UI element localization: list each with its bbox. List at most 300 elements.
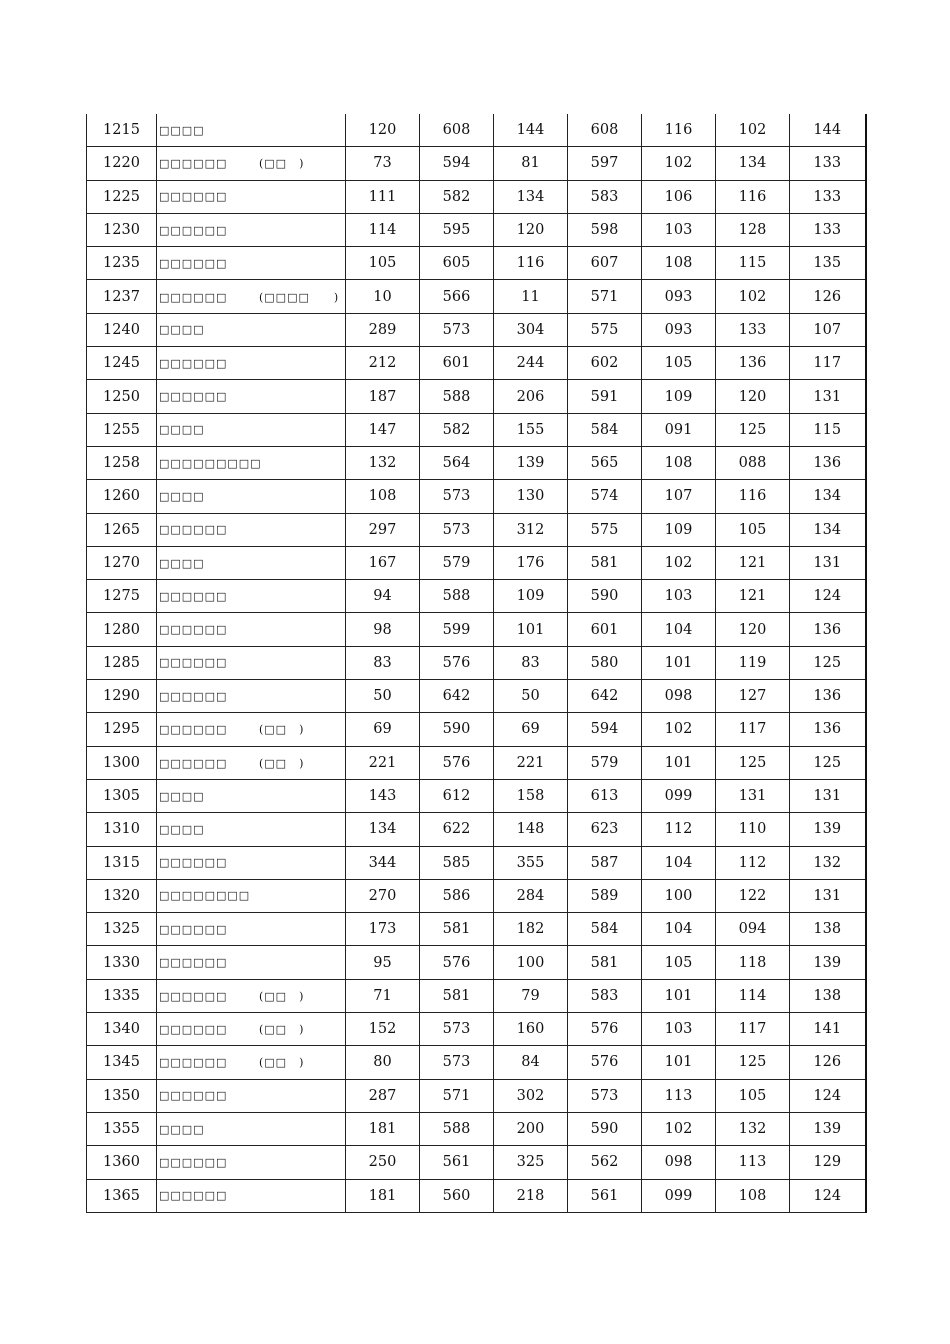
row-value-2: 588 — [420, 1112, 494, 1145]
table-row — [87, 480, 866, 513]
row-value-5: 101 — [642, 979, 716, 1012]
row-value-2: 622 — [420, 813, 494, 846]
row-value-4: 565 — [568, 446, 642, 479]
row-value-3: 144 — [494, 114, 568, 147]
row-value-5: 104 — [642, 846, 716, 879]
row-name: □□□□ — [159, 423, 205, 437]
row-name: □□□□□□ — [159, 1056, 228, 1070]
row-name: □□□□□□ — [159, 523, 228, 537]
row-value-3: 206 — [494, 380, 568, 413]
table-row — [87, 147, 866, 180]
row-name-cell — [157, 546, 346, 579]
row-value-2: 561 — [420, 1146, 494, 1179]
row-value-7: 136 — [790, 613, 866, 646]
row-name-cell — [157, 979, 346, 1012]
table-row — [87, 1146, 866, 1179]
row-name-cell — [157, 879, 346, 912]
row-value-3: 158 — [494, 779, 568, 812]
row-value-3: 160 — [494, 1013, 568, 1046]
row-value-7: 125 — [790, 646, 866, 679]
row-value-7: 126 — [790, 280, 866, 313]
row-value-1: 94 — [346, 580, 420, 613]
row-value-3: 355 — [494, 846, 568, 879]
row-value-2: 564 — [420, 446, 494, 479]
row-value-2: 590 — [420, 713, 494, 746]
row-value-6: 121 — [716, 580, 790, 613]
row-value-6: 132 — [716, 1112, 790, 1145]
row-value-5: 098 — [642, 1146, 716, 1179]
row-note: (□□ ) — [259, 157, 305, 171]
row-name: □□□□□□ — [159, 1189, 228, 1203]
row-name: □□□□□□ — [159, 689, 228, 703]
row-value-3: 182 — [494, 913, 568, 946]
row-value-3: 304 — [494, 313, 568, 346]
row-value-7: 136 — [790, 680, 866, 713]
row-value-1: 120 — [346, 114, 420, 147]
row-value-2: 601 — [420, 347, 494, 380]
row-name: □□□□□□ — [159, 157, 228, 171]
row-name-cell — [157, 480, 346, 513]
row-value-2: 582 — [420, 413, 494, 446]
row-value-2: 585 — [420, 846, 494, 879]
row-value-5: 101 — [642, 646, 716, 679]
row-value-3: 244 — [494, 347, 568, 380]
row-name-cell — [157, 946, 346, 979]
table-row — [87, 879, 866, 912]
row-value-4: 598 — [568, 213, 642, 246]
row-value-5: 093 — [642, 313, 716, 346]
row-value-3: 139 — [494, 446, 568, 479]
row-value-4: 591 — [568, 380, 642, 413]
row-value-5: 107 — [642, 480, 716, 513]
table-row — [87, 779, 866, 812]
row-name: □□□□□□ — [159, 356, 228, 370]
table-row — [87, 680, 866, 713]
row-value-6: 120 — [716, 613, 790, 646]
row-name: □□□□□□ — [159, 1023, 228, 1037]
row-value-6: 125 — [716, 413, 790, 446]
row-value-7: 131 — [790, 879, 866, 912]
row-name-cell — [157, 1013, 346, 1046]
row-code: 1215 — [87, 114, 157, 147]
row-value-3: 134 — [494, 180, 568, 213]
row-value-6: 121 — [716, 546, 790, 579]
row-value-4: 602 — [568, 347, 642, 380]
row-value-6: 119 — [716, 646, 790, 679]
row-value-2: 576 — [420, 746, 494, 779]
row-value-1: 80 — [346, 1046, 420, 1079]
row-code: 1225 — [87, 180, 157, 213]
row-value-3: 69 — [494, 713, 568, 746]
row-value-1: 212 — [346, 347, 420, 380]
row-value-2: 594 — [420, 147, 494, 180]
table-row — [87, 213, 866, 246]
row-code: 1330 — [87, 946, 157, 979]
row-name-cell — [157, 779, 346, 812]
row-value-6: 102 — [716, 114, 790, 147]
row-value-2: 588 — [420, 380, 494, 413]
row-value-3: 100 — [494, 946, 568, 979]
row-value-4: 613 — [568, 779, 642, 812]
row-name-cell — [157, 380, 346, 413]
row-value-5: 113 — [642, 1079, 716, 1112]
row-value-4: 623 — [568, 813, 642, 846]
row-code: 1340 — [87, 1013, 157, 1046]
row-value-4: 562 — [568, 1146, 642, 1179]
row-code: 1300 — [87, 746, 157, 779]
row-value-6: 108 — [716, 1179, 790, 1212]
row-value-3: 120 — [494, 213, 568, 246]
row-name: □□□□ — [159, 1122, 205, 1136]
row-value-5: 102 — [642, 713, 716, 746]
row-name: □□□□□□ — [159, 723, 228, 737]
row-code: 1285 — [87, 646, 157, 679]
row-value-5: 091 — [642, 413, 716, 446]
row-value-7: 124 — [790, 1079, 866, 1112]
row-name-cell — [157, 1179, 346, 1212]
row-value-1: 71 — [346, 979, 420, 1012]
data-table — [86, 114, 867, 1213]
row-value-1: 114 — [346, 213, 420, 246]
table-row — [87, 180, 866, 213]
row-value-4: 580 — [568, 646, 642, 679]
row-value-5: 105 — [642, 946, 716, 979]
row-value-3: 50 — [494, 680, 568, 713]
row-value-1: 134 — [346, 813, 420, 846]
row-value-7: 139 — [790, 946, 866, 979]
row-name: □□□□□□□□□ — [159, 456, 262, 470]
row-value-4: 561 — [568, 1179, 642, 1212]
table-row — [87, 380, 866, 413]
row-code: 1360 — [87, 1146, 157, 1179]
row-code: 1275 — [87, 580, 157, 613]
row-code: 1305 — [87, 779, 157, 812]
row-value-1: 95 — [346, 946, 420, 979]
row-value-6: 117 — [716, 713, 790, 746]
row-value-4: 597 — [568, 147, 642, 180]
row-value-4: 575 — [568, 513, 642, 546]
row-value-7: 133 — [790, 213, 866, 246]
row-value-5: 099 — [642, 1179, 716, 1212]
row-value-6: 115 — [716, 247, 790, 280]
row-value-5: 102 — [642, 147, 716, 180]
row-value-4: 574 — [568, 480, 642, 513]
row-value-2: 573 — [420, 1046, 494, 1079]
row-name: □□□□□□ — [159, 1089, 228, 1103]
table-row — [87, 280, 866, 313]
row-value-2: 566 — [420, 280, 494, 313]
row-value-2: 642 — [420, 680, 494, 713]
row-value-2: 579 — [420, 546, 494, 579]
row-value-5: 100 — [642, 879, 716, 912]
row-code: 1237 — [87, 280, 157, 313]
row-value-2: 576 — [420, 646, 494, 679]
row-value-2: 560 — [420, 1179, 494, 1212]
row-value-3: 284 — [494, 879, 568, 912]
row-name-cell — [157, 713, 346, 746]
row-code: 1258 — [87, 446, 157, 479]
row-name: □□□□□□ — [159, 223, 228, 237]
row-value-7: 124 — [790, 1179, 866, 1212]
table-row — [87, 446, 866, 479]
row-value-6: 131 — [716, 779, 790, 812]
row-code: 1295 — [87, 713, 157, 746]
row-value-5: 116 — [642, 114, 716, 147]
row-value-1: 173 — [346, 913, 420, 946]
row-value-7: 141 — [790, 1013, 866, 1046]
row-code: 1255 — [87, 413, 157, 446]
row-value-1: 287 — [346, 1079, 420, 1112]
table-row — [87, 546, 866, 579]
row-value-3: 218 — [494, 1179, 568, 1212]
row-value-5: 104 — [642, 613, 716, 646]
row-value-7: 136 — [790, 446, 866, 479]
row-name: □□□□□□ — [159, 756, 228, 770]
row-value-5: 101 — [642, 1046, 716, 1079]
row-name: □□□□□□ — [159, 256, 228, 270]
row-value-7: 133 — [790, 180, 866, 213]
row-value-1: 181 — [346, 1112, 420, 1145]
row-value-4: 584 — [568, 913, 642, 946]
row-name-cell — [157, 580, 346, 613]
row-name: □□□□□□ — [159, 623, 228, 637]
table-row — [87, 913, 866, 946]
row-name: □□□□□□ — [159, 989, 228, 1003]
row-value-1: 83 — [346, 646, 420, 679]
row-value-4: 576 — [568, 1013, 642, 1046]
row-value-6: 116 — [716, 180, 790, 213]
table-row — [87, 713, 866, 746]
row-value-5: 108 — [642, 446, 716, 479]
row-name-cell — [157, 846, 346, 879]
row-value-1: 98 — [346, 613, 420, 646]
table-row — [87, 413, 866, 446]
row-value-5: 098 — [642, 680, 716, 713]
row-value-2: 586 — [420, 879, 494, 912]
row-value-3: 84 — [494, 1046, 568, 1079]
row-value-5: 109 — [642, 380, 716, 413]
row-value-1: 147 — [346, 413, 420, 446]
row-note: (□□□□ ) — [259, 290, 340, 304]
row-value-4: 575 — [568, 313, 642, 346]
row-code: 1310 — [87, 813, 157, 846]
row-name-cell — [157, 147, 346, 180]
row-name-cell — [157, 1112, 346, 1145]
row-value-2: 573 — [420, 480, 494, 513]
row-value-2: 571 — [420, 1079, 494, 1112]
row-value-6: 125 — [716, 1046, 790, 1079]
table-row — [87, 114, 866, 147]
row-value-3: 116 — [494, 247, 568, 280]
row-value-5: 101 — [642, 746, 716, 779]
row-value-4: 589 — [568, 879, 642, 912]
row-value-1: 181 — [346, 1179, 420, 1212]
row-value-7: 131 — [790, 546, 866, 579]
row-value-3: 200 — [494, 1112, 568, 1145]
row-code: 1270 — [87, 546, 157, 579]
table-row — [87, 846, 866, 879]
row-value-6: 125 — [716, 746, 790, 779]
row-name-cell — [157, 413, 346, 446]
row-name: □□□□□□ — [159, 390, 228, 404]
row-name: □□□□ — [159, 556, 205, 570]
row-value-6: 136 — [716, 347, 790, 380]
row-code: 1315 — [87, 846, 157, 879]
row-value-3: 325 — [494, 1146, 568, 1179]
row-value-4: 642 — [568, 680, 642, 713]
row-name: □□□□□□ — [159, 190, 228, 204]
row-name-cell — [157, 247, 346, 280]
row-value-1: 221 — [346, 746, 420, 779]
row-value-2: 581 — [420, 913, 494, 946]
table-row — [87, 613, 866, 646]
row-name-cell — [157, 1146, 346, 1179]
row-value-3: 302 — [494, 1079, 568, 1112]
row-value-3: 101 — [494, 613, 568, 646]
row-value-3: 221 — [494, 746, 568, 779]
row-value-7: 136 — [790, 713, 866, 746]
row-code: 1345 — [87, 1046, 157, 1079]
row-value-7: 132 — [790, 846, 866, 879]
row-value-6: 102 — [716, 280, 790, 313]
row-value-3: 130 — [494, 480, 568, 513]
row-name: □□□□□□ — [159, 922, 228, 936]
row-value-3: 83 — [494, 646, 568, 679]
table-row — [87, 1013, 866, 1046]
table-row — [87, 1112, 866, 1145]
row-value-6: 116 — [716, 480, 790, 513]
row-value-5: 103 — [642, 1013, 716, 1046]
row-value-4: 608 — [568, 114, 642, 147]
row-name-cell — [157, 913, 346, 946]
row-name-cell — [157, 746, 346, 779]
row-name: □□□□□□ — [159, 1155, 228, 1169]
row-value-7: 124 — [790, 580, 866, 613]
row-note: (□□ ) — [259, 989, 305, 1003]
table-row — [87, 347, 866, 380]
row-value-6: 128 — [716, 213, 790, 246]
table-row — [87, 247, 866, 280]
row-value-6: 117 — [716, 1013, 790, 1046]
row-name-cell — [157, 1046, 346, 1079]
row-name: □□□□□□ — [159, 290, 228, 304]
row-code: 1280 — [87, 613, 157, 646]
row-name: □□□□□□ — [159, 956, 228, 970]
table-row — [87, 580, 866, 613]
row-code: 1260 — [87, 480, 157, 513]
row-value-5: 102 — [642, 546, 716, 579]
row-value-4: 571 — [568, 280, 642, 313]
row-name-cell — [157, 1079, 346, 1112]
row-value-1: 167 — [346, 546, 420, 579]
row-value-6: 114 — [716, 979, 790, 1012]
table-row — [87, 1079, 866, 1112]
row-name-cell — [157, 180, 346, 213]
row-value-1: 10 — [346, 280, 420, 313]
row-value-3: 176 — [494, 546, 568, 579]
row-code: 1325 — [87, 913, 157, 946]
row-value-2: 582 — [420, 180, 494, 213]
row-value-6: 133 — [716, 313, 790, 346]
row-code: 1240 — [87, 313, 157, 346]
row-name: □□□□ — [159, 123, 205, 137]
row-value-6: 088 — [716, 446, 790, 479]
row-value-7: 126 — [790, 1046, 866, 1079]
row-value-3: 312 — [494, 513, 568, 546]
row-name: □□□□□□ — [159, 656, 228, 670]
row-value-6: 120 — [716, 380, 790, 413]
row-name-cell — [157, 114, 346, 147]
row-value-5: 108 — [642, 247, 716, 280]
row-code: 1235 — [87, 247, 157, 280]
row-value-7: 115 — [790, 413, 866, 446]
row-value-2: 573 — [420, 513, 494, 546]
row-value-5: 109 — [642, 513, 716, 546]
row-value-3: 81 — [494, 147, 568, 180]
row-code: 1290 — [87, 680, 157, 713]
row-value-1: 108 — [346, 480, 420, 513]
row-value-1: 297 — [346, 513, 420, 546]
row-value-7: 139 — [790, 1112, 866, 1145]
row-value-7: 138 — [790, 913, 866, 946]
row-value-3: 79 — [494, 979, 568, 1012]
row-name: □□□□□□ — [159, 589, 228, 603]
row-value-1: 111 — [346, 180, 420, 213]
row-code: 1230 — [87, 213, 157, 246]
row-value-4: 573 — [568, 1079, 642, 1112]
row-name-cell — [157, 213, 346, 246]
row-value-2: 608 — [420, 114, 494, 147]
row-value-7: 107 — [790, 313, 866, 346]
table-row — [87, 513, 866, 546]
row-name-cell — [157, 680, 346, 713]
row-value-6: 127 — [716, 680, 790, 713]
row-value-3: 109 — [494, 580, 568, 613]
row-value-7: 129 — [790, 1146, 866, 1179]
row-name-cell — [157, 347, 346, 380]
row-code: 1335 — [87, 979, 157, 1012]
row-code: 1245 — [87, 347, 157, 380]
row-value-5: 103 — [642, 580, 716, 613]
row-value-1: 73 — [346, 147, 420, 180]
row-value-4: 590 — [568, 1112, 642, 1145]
row-code: 1350 — [87, 1079, 157, 1112]
row-value-2: 599 — [420, 613, 494, 646]
row-value-2: 605 — [420, 247, 494, 280]
row-value-2: 595 — [420, 213, 494, 246]
row-value-1: 132 — [346, 446, 420, 479]
row-value-6: 105 — [716, 513, 790, 546]
row-note: (□□ ) — [259, 1023, 305, 1037]
row-value-1: 187 — [346, 380, 420, 413]
row-value-7: 133 — [790, 147, 866, 180]
row-value-1: 143 — [346, 779, 420, 812]
row-value-5: 103 — [642, 213, 716, 246]
row-code: 1320 — [87, 879, 157, 912]
row-value-3: 155 — [494, 413, 568, 446]
row-value-2: 573 — [420, 1013, 494, 1046]
row-value-1: 105 — [346, 247, 420, 280]
row-name: □□□□□□ — [159, 856, 228, 870]
row-value-6: 112 — [716, 846, 790, 879]
row-value-7: 144 — [790, 114, 866, 147]
row-value-4: 581 — [568, 546, 642, 579]
row-name: □□□□□□□□ — [159, 889, 251, 903]
row-value-1: 152 — [346, 1013, 420, 1046]
row-name-cell — [157, 280, 346, 313]
row-value-7: 134 — [790, 480, 866, 513]
row-value-2: 581 — [420, 979, 494, 1012]
